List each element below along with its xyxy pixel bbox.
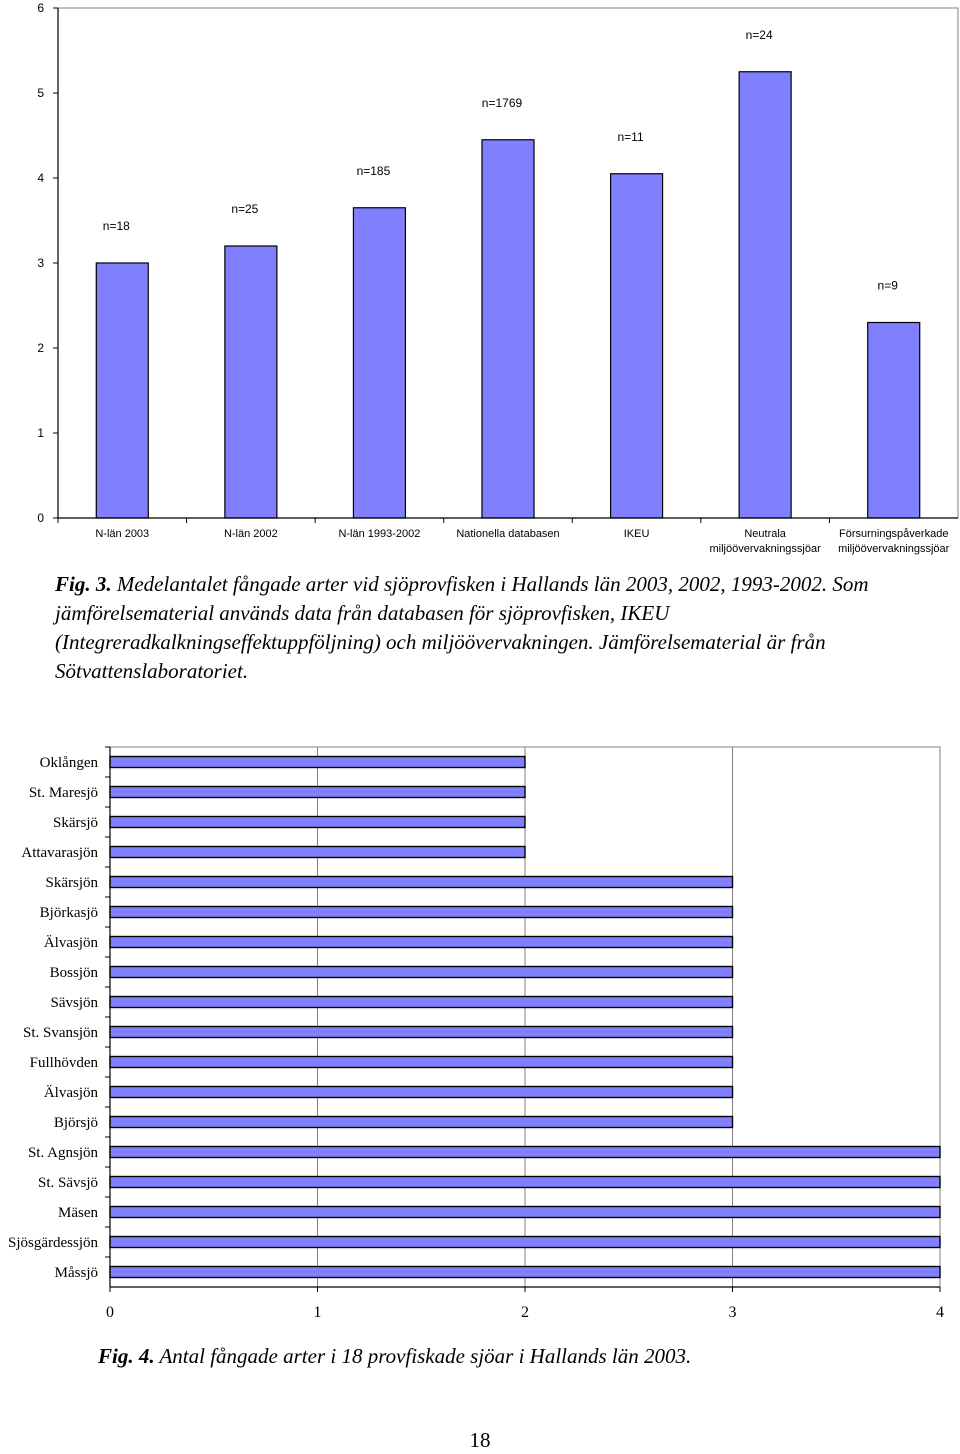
- x-tick-label: N-län 1993-2002: [338, 528, 421, 540]
- y-tick-label: Oklången: [39, 755, 98, 771]
- x-tick-label: IKEU: [623, 528, 650, 540]
- y-tick-label: Mäsen: [58, 1205, 98, 1221]
- y-tick-label: 2: [37, 341, 44, 355]
- chart-mean-species: [0, 0, 960, 565]
- y-tick-label: 3: [37, 256, 44, 270]
- y-tick-label: Bossjön: [49, 965, 98, 981]
- x-tick-label: N-län 2003: [95, 528, 150, 540]
- x-tick-label: Neutrala: [744, 528, 786, 540]
- x-tick-label: 4: [936, 1304, 944, 1321]
- y-tick-label: Skärsjön: [45, 875, 98, 891]
- bar: [611, 174, 663, 518]
- bar: [96, 263, 148, 518]
- y-tick-label: St. Agnsjön: [27, 1145, 98, 1161]
- bar: [110, 1057, 733, 1068]
- x-tick-label: miljöövervakningssjöar: [709, 543, 821, 555]
- figure-3-text: Medelantalet fångade arter vid sjöprovfisken i Hallands län 2003, 2002, 1993-2002. Som jämförelsematerial används data från databasen för sjöprovfisken, IKEU (Integreradkalkningseffektuppföljning) och miljöövervakningen. Jämförelsematerial är från Sötvattenslaboratoriet.: [55, 572, 869, 683]
- x-tick-label: 1: [313, 1304, 322, 1321]
- bar: [110, 1027, 733, 1038]
- bar: [225, 246, 277, 518]
- x-tick-label: 2: [521, 1304, 529, 1321]
- data-label: n=24: [745, 27, 773, 42]
- data-label: n=18: [102, 219, 130, 233]
- y-tick-label: Älvasjön: [43, 935, 98, 951]
- bar: [110, 1117, 733, 1128]
- bar: [739, 72, 791, 518]
- page-number: 18: [469, 1428, 491, 1452]
- y-tick-label: Sävsjön: [50, 995, 98, 1011]
- figure-3-caption: [55, 570, 960, 686]
- y-tick-label: Älvasjön: [43, 1085, 98, 1101]
- y-tick-label: St. Svansjön: [22, 1025, 98, 1041]
- bar: [482, 140, 534, 518]
- x-tick-label: 0: [106, 1304, 114, 1321]
- bar: [110, 937, 733, 948]
- bar: [110, 1267, 940, 1278]
- y-tick-label: Björsjö: [53, 1115, 98, 1131]
- bar: [353, 208, 405, 518]
- bar: [110, 757, 525, 768]
- y-tick-label: Sjösgärdessjön: [8, 1235, 98, 1251]
- bar: [110, 817, 525, 828]
- y-tick-label: Attavarasjön: [21, 845, 98, 861]
- data-label: n=25: [231, 202, 259, 216]
- bar: [110, 1177, 940, 1188]
- bar: [868, 323, 920, 519]
- bar: [110, 787, 525, 798]
- y-tick-label: St. Maresjö: [28, 785, 98, 801]
- chart-species-per-lake: [0, 740, 960, 1340]
- y-tick-label: Fullhövden: [29, 1055, 98, 1071]
- figure-4-caption: [98, 1342, 958, 1371]
- data-label: n=1769: [481, 95, 523, 110]
- y-tick-label: Skärsjö: [53, 815, 98, 831]
- x-tick-label: Försurningspåverkade: [838, 528, 949, 540]
- y-tick-label: Björkasjö: [39, 905, 98, 921]
- bar: [110, 877, 733, 888]
- bar: [110, 997, 733, 1008]
- x-tick-label: Nationella databasen: [456, 528, 560, 540]
- x-tick-label: N-län 2002: [223, 528, 278, 540]
- bar: [110, 907, 733, 918]
- figure-4-text: Antal fångade arter i 18 provfiskade sjöar i Hallands län 2003.: [154, 1344, 692, 1368]
- data-label: n=9: [877, 278, 898, 293]
- figure-3-label: Fig. 3.: [55, 572, 112, 596]
- bar: [110, 1237, 940, 1248]
- data-label: n=11: [617, 129, 644, 144]
- y-tick-label: 1: [37, 426, 44, 440]
- y-tick-label: 4: [37, 171, 44, 185]
- bar: [110, 1147, 940, 1158]
- bar: [110, 1207, 940, 1218]
- figure-4-label: Fig. 4.: [98, 1344, 155, 1368]
- bar: [110, 967, 733, 978]
- y-tick-label: 6: [37, 1, 44, 15]
- y-tick-label: St. Sävsjö: [37, 1175, 98, 1191]
- bar: [110, 1087, 733, 1098]
- x-tick-label: miljöövervakningssjöar: [838, 543, 950, 555]
- y-tick-label: Måssjö: [54, 1265, 98, 1281]
- y-tick-label: 0: [37, 511, 44, 525]
- data-label: n=185: [356, 163, 391, 178]
- x-tick-label: 3: [728, 1304, 737, 1321]
- y-tick-label: 5: [37, 86, 44, 100]
- bar: [110, 847, 525, 858]
